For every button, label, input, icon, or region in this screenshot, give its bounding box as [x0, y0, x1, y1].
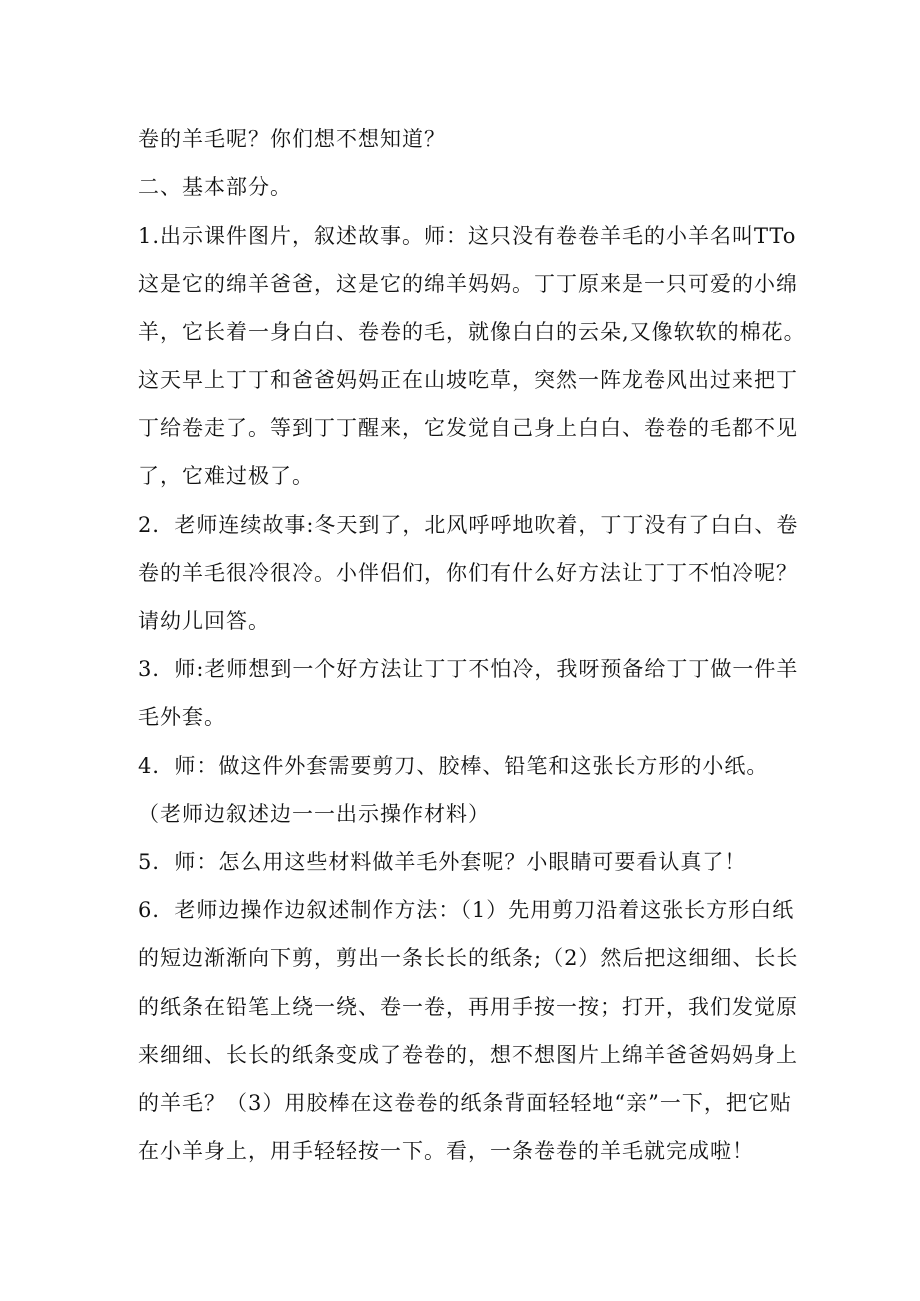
text-line: 5．师：怎么用这些材料做羊毛外套呢？小眼睛可要看认真了！: [138, 850, 747, 874]
text-line: 的纸条在铅笔上绕一绕、卷一卷，再用手按一按；打开，我们发觉原: [138, 995, 798, 1019]
text-line: 这是它的绵羊爸爸，这是它的绵羊妈妈。丁丁原来是一只可爱的小绵: [138, 272, 798, 296]
text-line: 的短边渐渐向下剪，剪出一条长长的纸条;（2）然后把这细细、长长: [138, 946, 799, 970]
text-line: 在小羊身上，用手轻轻按一下。看，一条卷卷的羊毛就完成啦！: [138, 1139, 754, 1163]
text-line: （老师边叙述边一一出示操作材料）: [138, 802, 490, 826]
text-line: 卷的羊毛呢？你们想不想知道？: [138, 127, 446, 151]
text-line: 来细细、长长的纸条变成了卷卷的，想不想图片上绵羊爸爸妈妈身上: [138, 1043, 798, 1067]
text-line: 丁给卷走了。等到丁丁醒来，它发觉自己身上白白、卷卷的毛都不见: [138, 416, 798, 440]
text-line: 卷的羊毛很冷很冷。小伴侣们，你们有什么好方法让丁丁不怕冷呢？: [138, 561, 798, 585]
text-line: 6．老师边操作边叙述制作方法：（1）先用剪刀沿着这张长方形白纸: [138, 898, 795, 922]
text-line: 1.出示课件图片，叙述故事。师：这只没有卷卷羊毛的小羊名叫TTo: [138, 224, 797, 248]
text-line: 2．老师连续故事:冬天到了，北风呼呼地吹着，丁丁没有了白白、卷: [138, 513, 799, 537]
text-line: 了，它难过极了。: [138, 464, 314, 488]
section-heading: 二、基本部分。: [138, 175, 292, 199]
text-line: 羊，它长着一身白白、卷卷的毛，就像白白的云朵,又像软软的棉花。: [138, 320, 806, 344]
text-line: 3．师:老师想到一个好方法让丁丁不怕冷，我呀预备给丁丁做一件羊: [138, 657, 799, 681]
text-line: 4．师：做这件外套需要剪刀、胶棒、铅笔和这张长方形的小纸。: [138, 754, 769, 778]
text-line: 毛外套。: [138, 705, 226, 729]
text-line: 的羊毛？（3）用胶棒在这卷卷的纸条背面轻轻地“亲”一下，把它贴: [138, 1091, 792, 1115]
text-line: 请幼儿回答。: [138, 609, 270, 633]
text-line: 这天早上丁丁和爸爸妈妈正在山坡吃草，突然一阵龙卷风出过来把丁: [138, 368, 798, 392]
